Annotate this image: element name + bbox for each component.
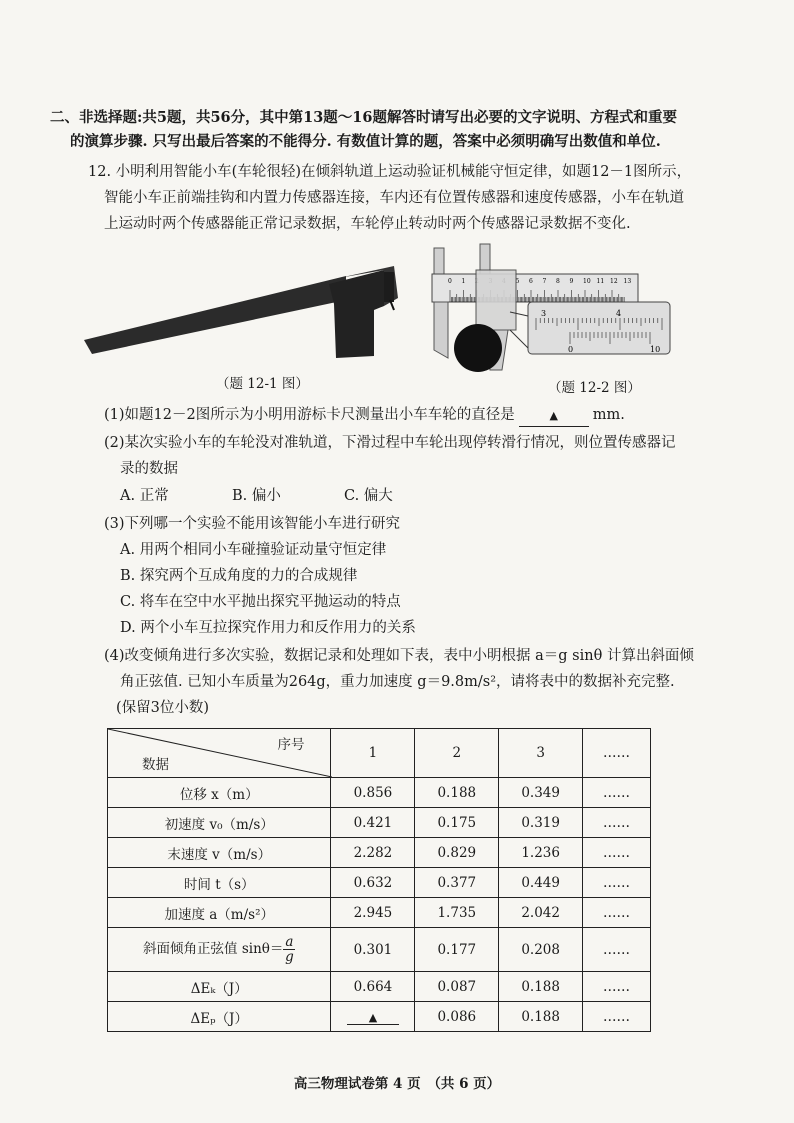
main-scale-label: 5 (515, 278, 520, 285)
q12-part3-stem: (3)下列哪一个实验不能用该智能小车进行研究 (104, 516, 401, 532)
table-cell: 0.349 (499, 778, 583, 808)
q12-part2-line2: 录的数据 (120, 461, 178, 477)
table-cell: 0.856 (331, 778, 415, 808)
table-cell: …… (583, 928, 651, 972)
table-cell: 0.188 (499, 1002, 583, 1032)
table-row (108, 972, 651, 1002)
row-label-text: ΔEₖ（J） (190, 980, 248, 997)
table-row-label (108, 928, 331, 972)
q12-part4-line3: (保留3位小数) (116, 700, 210, 716)
q12-part1-unit: mm. (592, 407, 625, 423)
main-scale-label: 1 (461, 278, 466, 285)
figure-vernier-caliper (428, 240, 678, 375)
zoom-label-4: 4 (616, 309, 622, 318)
table-col-header: 3 (499, 729, 583, 778)
table-cell: 0.664 (331, 972, 415, 1002)
table-row-label (108, 808, 331, 838)
q12-stem-line3: 上运动时两个传感器能正常记录数据，车轮停止转动时两个传感器记录数据不变化. (104, 216, 631, 232)
corner-label-data: 数据 (142, 757, 169, 773)
table-cell: 0.086 (415, 1002, 499, 1032)
q12-part3-option-d: D. 两个小车互拉探究作用力和反作用力的关系 (120, 620, 416, 636)
table-cell: 2.282 (331, 838, 415, 868)
q12-part1 (104, 405, 625, 427)
table-row-label (108, 838, 331, 868)
table-row-label (108, 778, 331, 808)
zoom-label-10: 10 (650, 345, 661, 354)
table-cell: 0.829 (415, 838, 499, 868)
table-row (108, 868, 651, 898)
page-footer: 高三物理试卷第 4 页 （共 6 页） (293, 1076, 501, 1092)
q12-part4-line1: (4)改变倾角进行多次实验，数据记录和处理如下表，表中小明根据 a＝g sinθ 计算出斜面倾 (104, 648, 694, 664)
figure-inclined-track (84, 258, 414, 368)
table-cell: 2.945 (331, 898, 415, 928)
table-cell: …… (583, 808, 651, 838)
fraction-a-over-g (283, 935, 295, 964)
q12-part3-option-a: A. 用两个相同小车碰撞验证动量守恒定律 (120, 542, 387, 558)
figure-12-1-caption: （题 12-1 图） (216, 376, 309, 392)
main-scale-label: 6 (529, 278, 533, 285)
table-cell: …… (583, 898, 651, 928)
table-cell: 0.632 (331, 868, 415, 898)
table-cell: …… (583, 778, 651, 808)
main-scale-label: 11 (596, 278, 605, 285)
fraction-denominator: g (285, 949, 294, 965)
table-cell: 0.301 (331, 928, 415, 972)
table-header-row (108, 729, 651, 778)
table-row (108, 808, 651, 838)
table-col-header: 2 (415, 729, 499, 778)
main-scale-label: 12 (610, 278, 618, 285)
answer-blank-diameter[interactable] (519, 405, 589, 427)
table-cell: 0.208 (499, 928, 583, 972)
q12-part2-option-c: C. 偏大 (344, 488, 393, 504)
table-cell: 1.735 (415, 898, 499, 928)
row-label-text: 时间 t（s） (183, 876, 255, 893)
fraction-numerator: a (285, 934, 294, 950)
q12-part3-option-c: C. 将车在空中水平抛出探究平抛运动的特点 (120, 594, 401, 610)
q12-stem-line1: 12. 小明利用智能小车(车轮很轻)在倾斜轨道上运动验证机械能守恒定律，如题12－1图所示， (88, 164, 692, 180)
table-row-label (108, 972, 331, 1002)
main-scale-label: 7 (542, 278, 547, 285)
table-cell: 0.319 (499, 808, 583, 838)
table-cell: …… (583, 868, 651, 898)
main-scale-label: 8 (556, 278, 560, 285)
section-heading-line2: 的演算步骤. 只写出最后答案的不能得分. 有数值计算的题，答案中必须明确写出数值和单位. (70, 133, 661, 150)
q12-part4-line2: 角正弦值. 已知小车质量为264g，重力加速度 g＝9.8m/s²，请将表中的数据补充完整. (120, 674, 675, 690)
table-col-header: …… (583, 729, 651, 778)
table-row-label (108, 1002, 331, 1032)
q12-part2-line1: (2)某次实验小车的车轮没对准轨道，下滑过程中车轮出现停转滑行情况，则位置传感器记 (104, 435, 676, 451)
table-body (108, 778, 651, 1032)
table-cell: 1.236 (499, 838, 583, 868)
table-cell: 0.188 (415, 778, 499, 808)
section-heading-line1: 二、非选择题:共5题，共56分，其中第13题～16题解答时请写出必要的文字说明、方程式和重要 (50, 109, 677, 126)
q12-part2-option-b: B. 偏小 (232, 488, 281, 504)
row-label-text: 加速度 a（m/s²） (164, 906, 274, 923)
corner-label-index: 序号 (277, 737, 305, 753)
table-row-label (108, 898, 331, 928)
table-col-header: 1 (331, 729, 415, 778)
table-cell: 2.042 (499, 898, 583, 928)
table-row (108, 928, 651, 972)
main-scale-label: 9 (569, 278, 574, 285)
main-scale-label: 13 (623, 278, 632, 285)
table-row (108, 838, 651, 868)
row-label-text: 位移 x（m） (179, 786, 259, 803)
table-row (108, 898, 651, 928)
table-cell: 0.087 (415, 972, 499, 1002)
table-cell: …… (583, 972, 651, 1002)
row-label-text: 初速度 v₀（m/s） (164, 816, 274, 833)
figure-12-2-caption: （题 12-2 图） (548, 380, 641, 396)
table-cell: …… (583, 1002, 651, 1032)
main-scale-label: 0 (448, 278, 452, 285)
blank-triangle-icon: ▲ (347, 1011, 399, 1025)
row-label-text: 斜面倾角正弦值 sinθ＝ (143, 941, 284, 957)
q12-part3-option-b: B. 探究两个互成角度的力的合成规律 (120, 568, 358, 584)
table-cell: 0.188 (499, 972, 583, 1002)
q12-part2-option-a: A. 正常 (120, 488, 169, 504)
table-corner-cell (108, 729, 331, 778)
answer-blank-delta-ep[interactable] (331, 1002, 415, 1032)
table-cell: 0.175 (415, 808, 499, 838)
table-cell: 0.377 (415, 868, 499, 898)
zoom-label-3: 3 (541, 309, 547, 318)
table-cell: 0.449 (499, 868, 583, 898)
row-label-text: ΔEₚ（J） (190, 1010, 248, 1027)
table-row (108, 1002, 651, 1032)
blank-triangle-icon: ▲ (549, 409, 558, 422)
table-cell: …… (583, 838, 651, 868)
table-row (108, 778, 651, 808)
data-table (107, 728, 651, 1032)
row-label-text: 末速度 v（m/s） (167, 846, 272, 863)
zoom-label-0: 0 (568, 345, 574, 354)
table-cell: 0.421 (331, 808, 415, 838)
table-row-label (108, 868, 331, 898)
main-scale-label: 10 (583, 278, 591, 285)
q12-stem-line2: 智能小车正前端挂钩和内置力传感器连接，车内还有位置传感器和速度传感器，小车在轨道 (104, 190, 684, 206)
q12-part1-text: (1)如题12－2图所示为小明用游标卡尺测量出小车车轮的直径是 (104, 407, 515, 423)
table-cell: 0.177 (415, 928, 499, 972)
